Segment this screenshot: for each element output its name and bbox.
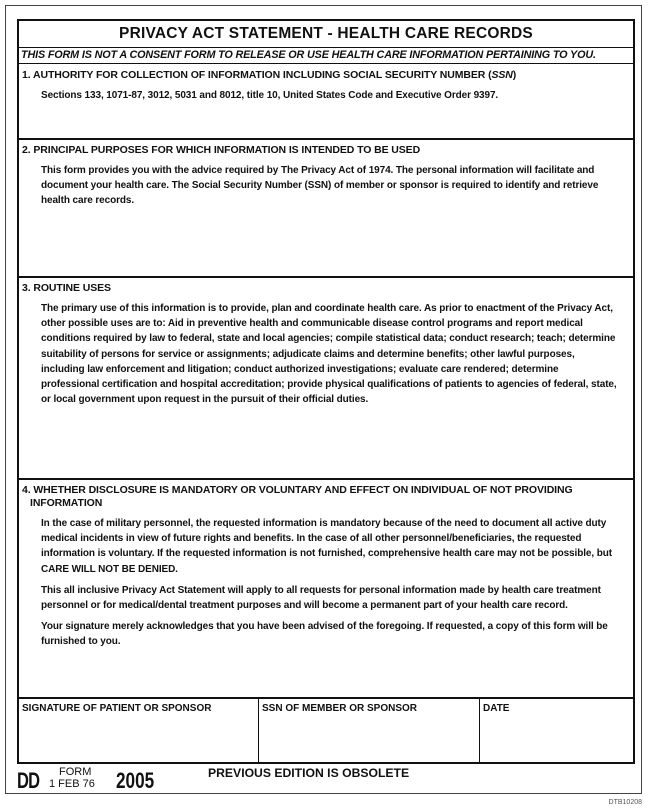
heading-continuation: INFORMATION — [30, 497, 103, 509]
section-paragraph: The primary use of this information is to provide, plan and coordinate health care. As prior to enactment of the Privacy Act, other possible uses are to: Aid in preventive health and communicable disease control programs and report medical conditions required by law to federal, state and local agencies; compile statistical data; conduct research; teach; determine suitability of persons for service or assignments; adjudicate claims and determine benefits; other lawful purposes, including law enforcement and litigation; conduct authorized investigations; evaluate care rendered; determine professional certification and hospital accreditation; provide physical qualifications of patients to agencies of federal, state, or local government upon request in the pursuit of their official duties. — [41, 303, 617, 406]
ssn-label: SSN OF MEMBER OR SPONSOR — [262, 703, 418, 714]
section-body — [19, 157, 633, 209]
privacy-act-form — [17, 19, 635, 764]
signature-row — [19, 697, 633, 762]
form-title: PRIVACY ACT STATEMENT - HEALTH CARE RECORDS — [119, 25, 533, 42]
image-code: DTB10208 — [608, 799, 642, 806]
section-body — [19, 295, 633, 407]
section-routine-uses — [19, 276, 633, 478]
dd-mark: DD — [17, 768, 40, 793]
form-number: 2005 — [116, 768, 155, 793]
form-subtitle: THIS FORM IS NOT A CONSENT FORM TO RELEASE OR USE HEALTH CARE INFORMATION PERTAINING TO YOU. — [19, 47, 635, 64]
heading-italic-text: SSN — [491, 69, 513, 81]
form-date: 1 FEB 76 — [49, 778, 95, 790]
section-heading: 2. PRINCIPAL PURPOSES FOR WHICH INFORMATION IS INTENDED TO BE USED — [22, 144, 421, 156]
section-body — [19, 82, 633, 103]
section-heading — [19, 480, 633, 510]
obsolete-notice: PREVIOUS EDITION IS OBSOLETE — [208, 766, 410, 780]
form-label: FORM — [59, 766, 92, 778]
heading-end-text: ) — [512, 69, 517, 81]
section-disclosure — [19, 478, 633, 697]
section-paragraph: This all inclusive Privacy Act Statement will apply to all requests for personal information made by health care treatment personnel or for medical/dental treatment purposes and will become a permanent part of your health care record. — [41, 584, 601, 612]
section-paragraph: Sections 133, 1071-87, 3012, 5031 and 8012, title 10, United States Code and Executive Order 9397. — [41, 90, 499, 101]
section-heading: 3. ROUTINE USES — [22, 282, 111, 294]
section-paragraph: In the case of military personnel, the requested information is mandatory because of the need to document all active duty medical incidents in view of future rights and benefits. In the case of all other personnel/beneficiaries, the requested information is voluntary. If the requested information is not furnished, comprehensive health care may not be possible, but CARE WILL NOT BE DENIED. — [41, 518, 612, 575]
section-heading — [19, 65, 633, 82]
section-principal-purposes — [19, 138, 633, 276]
section-authority — [19, 65, 633, 139]
date-field[interactable] — [480, 699, 633, 762]
form-footer — [17, 764, 635, 794]
section-paragraph: This form provides you with the advice required by The Privacy Act of 1974. The personal information will facilitate and document your health care. The Social Security Number (SSN) of member or sponsor is required to identify and retrieve health care records. — [41, 165, 599, 207]
ssn-field[interactable] — [259, 699, 480, 762]
section-body — [19, 510, 633, 650]
section-paragraph: Your signature merely acknowledges that you have been advised of the foregoing. If requested, a copy of this form will be furnished to you. — [41, 621, 608, 648]
signature-label: SIGNATURE OF PATIENT OR SPONSOR — [22, 703, 212, 714]
date-label: DATE — [483, 703, 510, 714]
signature-field[interactable] — [19, 699, 259, 762]
heading-text: 1. AUTHORITY FOR COLLECTION OF INFORMATION INCLUDING SOCIAL SECURITY NUMBER ( — [22, 69, 492, 81]
heading-text: 4. WHETHER DISCLOSURE IS MANDATORY OR VOLUNTARY AND EFFECT ON INDIVIDUAL OF NOT PROVIDING — [22, 484, 573, 496]
